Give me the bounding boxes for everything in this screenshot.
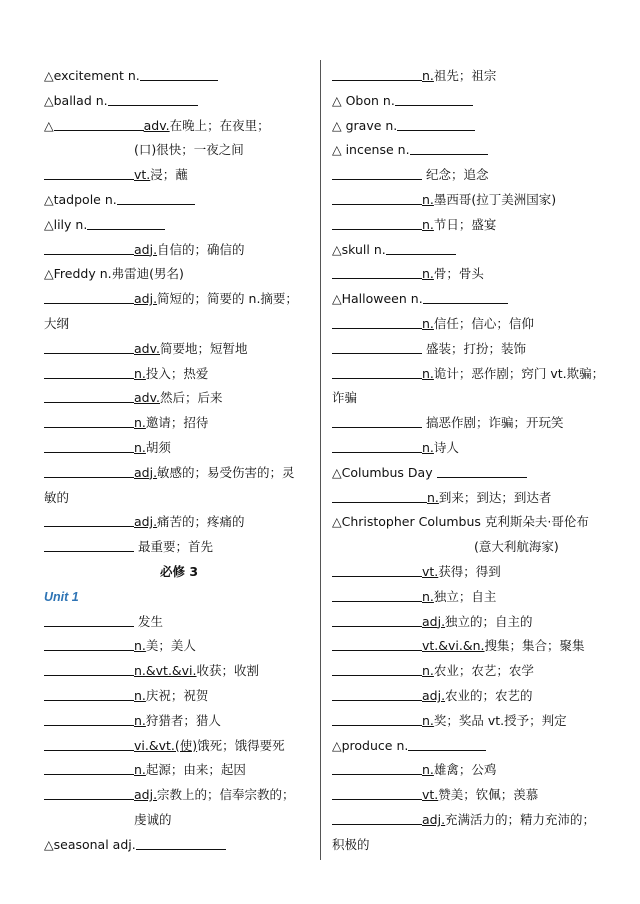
answer-blank[interactable] [332,586,422,602]
definition-text: 纪念；追念 [422,167,489,183]
answer-blank[interactable] [332,685,422,701]
vocab-line [44,138,314,163]
vocab-line [44,486,314,511]
vocab-line [332,411,600,436]
answer-blank[interactable] [108,90,198,106]
vocab-line [44,362,314,387]
definition-text: 庆祝；祝贺 [145,687,209,703]
definition-text: 最重要；首先 [134,539,213,555]
part-of-speech: n. [134,365,146,381]
vocab-line [44,783,314,808]
definition-text: 到来；到达；到达者 [438,489,552,505]
vocab-line [332,238,600,263]
part-of-speech: n. [422,439,434,455]
definition-text: 骨；骨头 [433,266,484,282]
definition-text: △Freddy n.弗雷迪(男名) [44,266,184,282]
answer-blank[interactable] [332,437,422,453]
answer-blank[interactable] [332,561,422,577]
definition-text: 发生 [134,613,163,629]
answer-blank[interactable] [437,462,527,478]
definition-text: 诡计；恶作剧；窍门 vt.欺骗； [433,365,605,381]
definition-text: 奖；奖品 vt.授予；判定 [433,712,567,728]
word-prompt: △excitement n. [44,68,140,83]
answer-blank[interactable] [44,784,134,800]
part-of-speech: n.&vt.&vi. [134,663,197,679]
vocab-line [332,734,600,759]
vocab-line [332,833,600,858]
vocab-line [44,163,314,188]
answer-blank[interactable] [44,412,134,428]
part-of-speech: vt. [134,167,151,183]
part-of-speech: n. [422,588,434,604]
part-of-speech: vi.&vt.(使) [134,737,198,753]
definition-text: 起源；由来；起因 [145,762,246,778]
definition-text: 墨西哥(拉丁美洲国家) [433,191,557,207]
definition-text: 收获；收割 [196,663,260,679]
vocab-line [332,312,600,337]
part-of-speech: vt. [422,787,439,803]
vocab-line [44,411,314,436]
definition-text: 狩猎者；猎人 [145,712,221,728]
definition-text: 充满活力的；精力充沛的； [445,811,596,827]
word-prompt: △ Obon n. [332,92,395,108]
vocab-line [44,238,314,263]
part-of-speech: adj. [422,811,446,827]
vocab-line [332,386,600,411]
vocab-line [332,808,600,833]
answer-blank[interactable] [44,759,134,775]
definition-text: (口)很快；一夜之间 [134,142,244,158]
vocab-line [332,461,600,486]
definition-text: 搜集；集合；聚集 [484,638,585,654]
part-of-speech: adj. [134,241,158,257]
answer-blank[interactable] [397,115,475,131]
definition-text: 痛苦的；疼痛的 [157,514,245,530]
answer-blank[interactable] [332,759,422,775]
answer-blank[interactable] [44,735,134,751]
vocab-line [44,684,314,709]
left-column [44,64,314,858]
part-of-speech: adv. [143,117,170,133]
vocab-line [44,386,314,411]
vocab-line [44,808,314,833]
vocab-line [332,560,600,585]
vocab-line [44,833,314,858]
definition-text: 简短的；简要的 n.摘要； [157,291,298,307]
word-prompt: △ incense n. [332,142,410,158]
vocab-line [44,734,314,759]
vocab-line [44,709,314,734]
definition-text: 获得；得到 [438,563,501,579]
definition-text: 祖先；祖宗 [433,68,497,83]
part-of-speech: n. [134,687,146,703]
definition-text: △Christopher Columbus 克利斯朵夫·哥伦布 [332,514,589,530]
answer-blank[interactable] [395,90,473,106]
word-prompt: △produce n. [332,737,409,753]
definition-text: 美；美人 [145,638,196,654]
answer-blank[interactable] [408,735,486,751]
vocab-line [44,287,314,312]
part-of-speech: vt.&vi.&n. [422,638,485,654]
vocab-line [332,138,600,163]
vocab-line [332,436,600,461]
word-prompt: △Columbus Day [332,464,437,480]
definition-text: 自信的；确信的 [157,241,245,257]
word-prompt: △Halloween n. [332,291,423,307]
vocab-line [44,610,314,635]
answer-blank[interactable] [44,387,134,403]
answer-blank[interactable] [44,338,134,354]
answer-blank[interactable] [332,263,422,279]
answer-blank[interactable] [332,189,422,205]
word-prompt: △ballad n. [44,92,108,108]
answer-blank[interactable] [44,164,134,180]
part-of-speech: n. [134,712,146,728]
definition-text: 宗教上的；信奉宗教的； [157,787,295,803]
definition-text: 信任；信心；信仰 [433,315,534,331]
part-of-speech: n. [134,439,146,455]
definition-text: 饿死；饿得要死 [197,737,285,753]
definition-text: 虔诚的 [134,811,172,827]
part-of-speech: n. [134,762,146,778]
definition-text: 独立；自主 [433,588,497,604]
answer-blank[interactable] [332,164,422,180]
answer-blank[interactable] [44,462,134,478]
part-of-speech: adj. [134,464,158,480]
part-of-speech: n. [422,712,434,728]
vocab-line [332,510,600,535]
vocab-line [44,213,314,238]
definition-text: 胡须 [145,439,171,455]
part-of-speech: adj. [422,613,446,629]
word-prompt: △ [44,117,54,133]
part-of-speech: n. [422,315,434,331]
vocab-line [332,709,600,734]
definition-text: 诗人 [433,439,459,455]
vocab-line [332,585,600,610]
definition-text: 浸；蘸 [150,167,188,183]
answer-blank[interactable] [332,214,422,230]
definition-text: 邀请；招待 [145,415,209,431]
answer-blank[interactable] [332,660,422,676]
vocab-line [332,535,600,560]
word-prompt: △seasonal adj. [44,836,136,852]
vocab-line [332,486,600,511]
right-column [332,64,605,858]
vocab-line [332,163,600,188]
vocab-line [44,659,314,684]
answer-blank[interactable] [44,685,134,701]
answer-blank[interactable] [410,139,488,155]
vocab-line [332,188,600,213]
answer-blank[interactable] [332,363,422,379]
answer-blank[interactable] [332,809,422,825]
vocab-line [332,337,600,362]
definition-text: 农业；农艺；农学 [433,663,534,679]
answer-blank[interactable] [54,115,144,131]
answer-blank[interactable] [44,511,134,527]
part-of-speech: vt. [422,563,439,579]
answer-blank[interactable] [44,437,134,453]
answer-blank[interactable] [386,239,456,255]
definition-text: 积极的 [332,836,370,852]
definition-text: 敏感的；易受伤害的；灵 [157,464,295,480]
vocab-line [332,362,605,387]
answer-blank[interactable] [332,487,427,503]
vocab-line [44,262,314,287]
answer-blank[interactable] [44,536,134,552]
word-prompt: △lily n. [44,216,88,232]
vocab-line [332,262,600,287]
unit-heading: Unit 1 [44,589,79,604]
vocab-line [44,337,314,362]
answer-blank[interactable] [44,611,134,627]
vocab-line [44,64,314,89]
answer-blank[interactable] [136,834,226,850]
definition-text: 然后；后来 [160,390,223,406]
definition-text: 大纲 [44,315,70,331]
vocab-line [332,758,600,783]
vocab-line [332,287,600,312]
part-of-speech: adj. [134,787,158,803]
vocab-line [44,312,314,337]
answer-blank[interactable] [332,338,422,354]
vocab-line [332,64,600,89]
vocab-line [332,659,600,684]
word-prompt: △skull n. [332,241,386,257]
part-of-speech: adj. [422,687,446,703]
part-of-speech: n. [422,191,434,207]
part-of-speech: adv. [134,340,160,356]
definition-text: 赞美；钦佩；羡慕 [438,787,539,803]
answer-blank[interactable] [332,65,422,81]
answer-blank[interactable] [332,710,422,726]
vocab-line [44,188,314,213]
part-of-speech: n. [134,638,146,654]
part-of-speech: adv. [134,390,160,406]
part-of-speech: n. [134,415,146,431]
vocab-line [44,461,314,486]
definition-text: 在晚上；在夜里； [169,117,270,133]
part-of-speech: n. [422,365,434,381]
column-divider [320,60,321,860]
answer-blank[interactable] [44,635,134,651]
part-of-speech: adj. [134,291,158,307]
vocab-line [44,436,314,461]
vocab-line [332,610,600,635]
vocab-line [44,114,314,139]
part-of-speech: n. [422,216,434,232]
answer-blank[interactable] [332,784,422,800]
vocab-line [44,758,314,783]
vocab-line [332,213,600,238]
answer-blank[interactable] [44,710,134,726]
answer-blank[interactable] [44,239,134,255]
word-prompt: △ grave n. [332,117,398,133]
answer-blank[interactable] [423,288,508,304]
answer-blank[interactable] [332,611,422,627]
definition-text: 独立的；自主的 [445,613,533,629]
part-of-speech: n. [422,266,434,282]
vocab-line [332,114,600,139]
definition-text: 节日；盛宴 [433,216,497,232]
definition-text: 敏的 [44,489,70,505]
answer-blank[interactable] [117,189,195,205]
part-of-speech: n. [422,762,434,778]
answer-blank[interactable] [44,363,134,379]
vocab-line [332,684,600,709]
definition-text: 搞恶作剧；诈骗；开玩笑 [422,415,564,431]
definition-text: 诈骗 [332,390,358,406]
section-heading: 必修 3 [159,563,199,579]
vocab-line [44,535,314,560]
answer-blank[interactable] [44,660,134,676]
definition-text: 农业的；农艺的 [445,687,533,703]
vocab-line [44,634,314,659]
definition-text: 盛装；打扮；装饰 [422,340,526,356]
definition-text: (意大利航海家) [474,539,559,555]
vocab-line [44,89,314,114]
part-of-speech: n. [422,68,434,83]
vocab-line [332,89,600,114]
definition-text: 投入；热爱 [145,365,209,381]
vocab-line [44,510,314,535]
part-of-speech: adj. [134,514,158,530]
answer-blank[interactable] [87,214,165,230]
answer-blank[interactable] [44,288,134,304]
answer-blank[interactable] [332,635,422,651]
answer-blank[interactable] [332,313,422,329]
definition-text: 简要地；短暂地 [160,340,248,356]
vocab-line [332,783,600,808]
definition-text: 雄禽；公鸡 [433,762,497,778]
part-of-speech: n. [427,489,439,505]
part-of-speech: n. [422,663,434,679]
word-prompt: △tadpole n. [44,191,117,207]
answer-blank[interactable] [140,65,218,81]
vocab-line [332,634,600,659]
answer-blank[interactable] [332,412,422,428]
